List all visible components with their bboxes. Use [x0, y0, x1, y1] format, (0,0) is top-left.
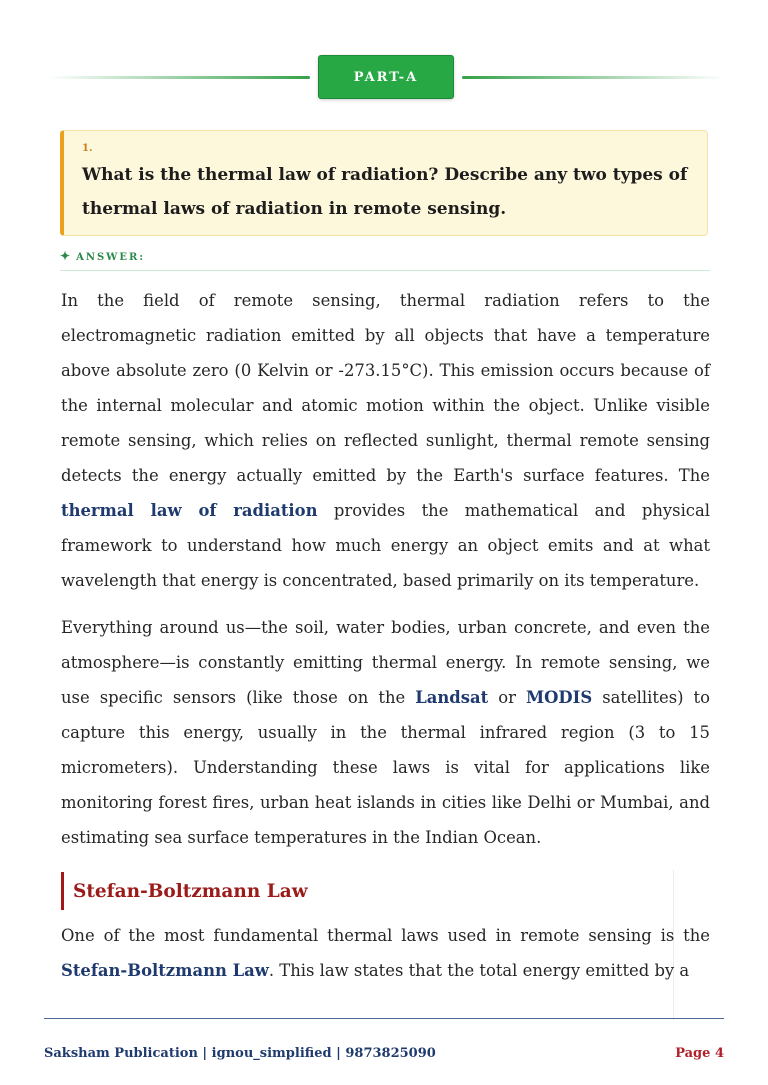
paragraph-text: One of the most fundamental thermal laws used in remote sensing is the	[61, 926, 710, 945]
divider-line-right	[462, 76, 724, 79]
highlight-term: thermal law of radiation	[61, 501, 318, 520]
paragraph-text: provides the mathematical and physical framework to understand how much energy an object emits and at what wavelength that energy is concentrated, based primarily on its temperature.	[61, 501, 711, 590]
question-box	[60, 130, 708, 236]
answer-label-text: ANSWER:	[76, 252, 146, 263]
footer-divider	[44, 1018, 724, 1019]
divider-line-left	[48, 76, 310, 79]
section-badge: PART-A	[318, 55, 454, 99]
paragraph-text: or	[488, 688, 527, 707]
paragraph-applications	[61, 610, 710, 855]
highlight-term: Stefan-Boltzmann Law	[61, 961, 269, 980]
footer-publisher: Saksham Publication | ignou_simplified | 9873825090	[44, 1046, 436, 1061]
section-heading: Stefan-Boltzmann Law	[61, 872, 308, 910]
paragraph-text: satellites) to capture this energy, usually in the thermal infrared region (3 to 15 micrometers). Understanding these laws is vital for applications like monitoring forest fires, urban heat islands in cities like Delhi or Mumbai, and estimating sea surface temperatures in the Indian Ocean.	[61, 688, 710, 847]
section-divider	[0, 55, 768, 99]
highlight-term: Landsat	[415, 688, 489, 707]
answer-label	[60, 249, 145, 263]
paragraph-text: Everything around us—the soil, water bodies, urban concrete, and even the atmosphere—is constantly emitting thermal energy. In remote sensing, we use specific sensors (like those on the	[61, 618, 710, 707]
paragraph-stefan	[61, 918, 710, 988]
page-number: Page 4	[675, 1046, 724, 1061]
highlight-term: MODIS	[526, 688, 593, 707]
question-text: What is the thermal law of radiation? Describe any two types of thermal laws of radiation in remote sensing.	[82, 165, 688, 219]
paragraph-text: In the field of remote sensing, thermal radiation refers to the electromagnetic radiation emitted by all objects that have a temperature above absolute zero (0 Kelvin or -273.15°C). This emission occurs because of the internal molecular and atomic motion within the object. Unlike visible remote sensing, which relies on reflected sunlight, thermal remote sensing detects the energy actually emitted by the Earth's surface features. The	[61, 291, 710, 485]
question-number: 1.	[82, 143, 93, 154]
answer-divider	[60, 270, 710, 271]
paragraph-intro	[61, 283, 710, 598]
paragraph-text: . This law states that the total energy emitted by a	[268, 961, 690, 980]
sparkle-icon: ✦	[60, 249, 73, 263]
